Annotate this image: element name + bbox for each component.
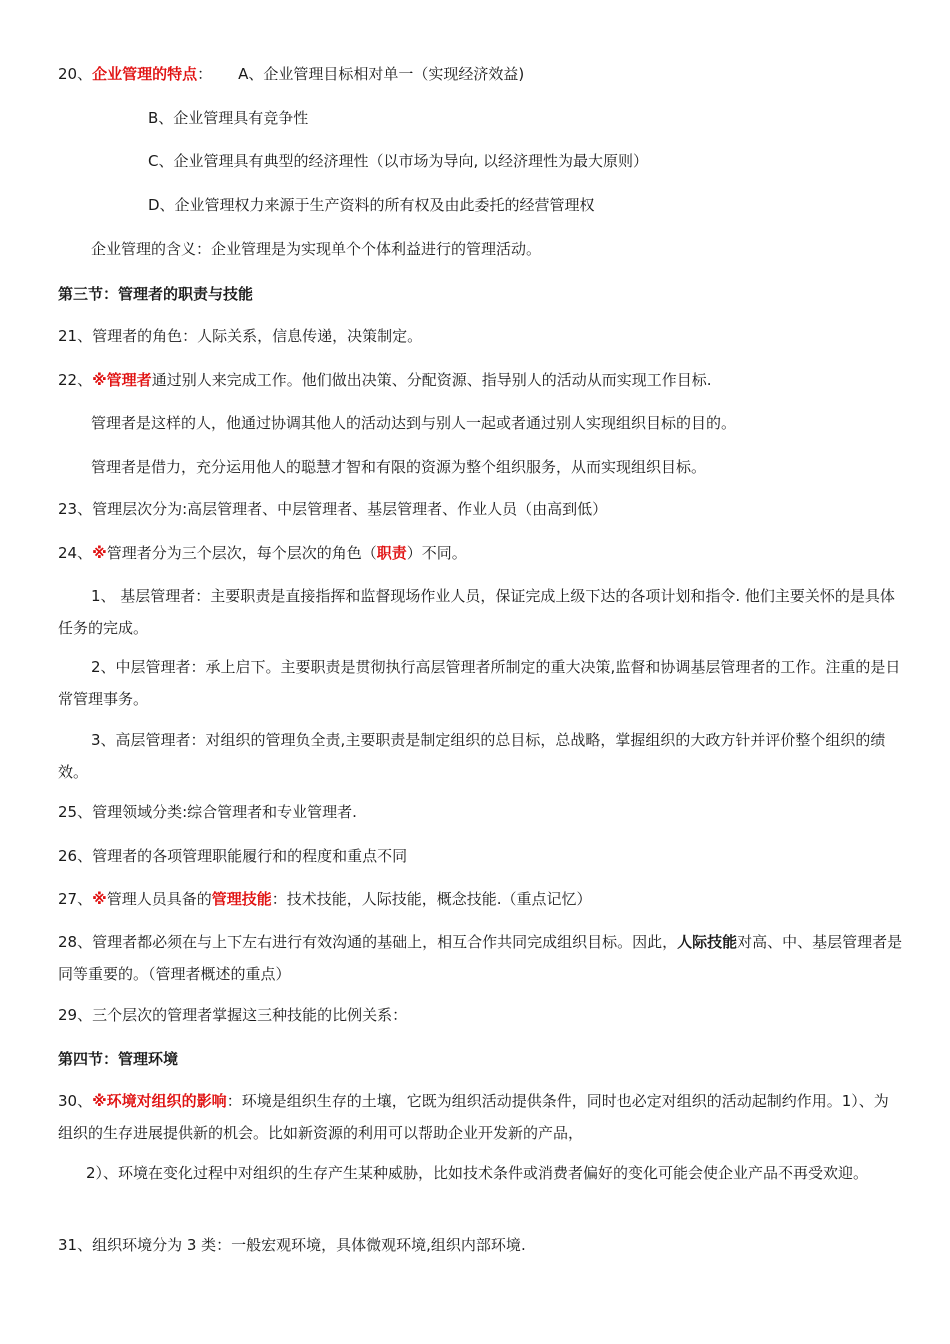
item-26: 26、管理者的各项管理职能履行和的程度和重点不同 <box>58 847 408 865</box>
section-heading-4: 第四节：管理环境 <box>58 1050 179 1068</box>
key-term: ※环境对组织的影响 <box>92 1092 227 1110</box>
item-20-meaning: 企业管理的含义：企业管理是为实现单个个体利益进行的管理活动。 <box>91 240 542 258</box>
item-31: 31、组织环境分为 3 类：一般宏观环境，具体微观环境,组织内部环境. <box>58 1236 526 1254</box>
item-30-b: 2）、环境在变化过程中对组织的生存产生某种威胁，比如技术条件或消费者偏好的变化可能会使企业产品不再受欢迎。 <box>86 1164 869 1182</box>
section-heading-3: 第三节：管理者的职责与技能 <box>58 285 254 303</box>
key-term: 企业管理的特点 <box>92 65 198 83</box>
item-27: 27、※管理人员具备的管理技能：技术技能，人际技能，概念技能.（重点记忆） <box>58 890 592 908</box>
item-24-1: 1、 基层管理者：主要职责是直接指挥和监督现场作业人员，保证完成上级下达的各项计划和指令. 他们主要关怀的是具体任务的完成。 <box>58 587 895 637</box>
item-30: 30、※环境对组织的影响：环境是组织生存的土壤，它既为组织活动提供条件，同时也必定对组织的活动起制约作用。1）、为组织的生存进展提供新的机会。比如新资源的利用可以帮助企业开发新的产品， <box>58 1092 889 1142</box>
item-21: 21、管理者的角色：人际关系，信息传递，决策制定。 <box>58 327 423 345</box>
item-22-c: 管理者是借力，充分运用他人的聪慧才智和有限的资源为整个组织服务，从而实现组织目标。 <box>91 458 707 476</box>
item-23: 23、管理层次分为:高层管理者、中层管理者、基层管理者、作业人员（由高到低） <box>58 500 608 518</box>
key-term: ※管理者 <box>92 371 152 389</box>
key-term: 职责 <box>376 544 407 562</box>
item-20-b: B、企业管理具有竞争性 <box>148 109 309 127</box>
item-24-2: 2、中层管理者：承上启下。主要职责是贯彻执行高层管理者所制定的重大决策,监督和协调基层管理者的工作。注重的是日常管理事务。 <box>58 658 901 708</box>
item-24-3: 3、高层管理者：对组织的管理负全责,主要职责是制定组织的总目标，总战略，掌握组织的大政方针并评价整个组织的绩效。 <box>58 731 886 781</box>
item-20: 20、企业管理的特点： A、企业管理目标相对单一（实现经济效益) <box>58 65 525 83</box>
item-29: 29、三个层次的管理者掌握这三种技能的比例关系： <box>58 1006 408 1024</box>
item-20-d: D、企业管理权力来源于生产资料的所有权及由此委托的经营管理权 <box>148 196 595 214</box>
item-28: 28、管理者都必须在与上下左右进行有效沟通的基础上，相互合作共同完成组织目标。因此，人际技能对高、中、基层管理者是同等重要的。（管理者概述的重点） <box>58 933 903 983</box>
key-term: 管理技能 <box>211 890 272 908</box>
item-20-c: C、企业管理具有典型的经济理性（以市场为导向, 以经济理性为最大原则） <box>148 152 649 170</box>
item-22-b: 管理者是这样的人，他通过协调其他人的活动达到与别人一起或者通过别人实现组织目标的目的。 <box>91 414 737 432</box>
key-term: 人际技能 <box>677 933 738 951</box>
item-22: 22、※管理者通过别人来完成工作。他们做出决策、分配资源、指导别人的活动从而实现工作目标. <box>58 371 712 389</box>
item-24: 24、※管理者分为三个层次，每个层次的角色（职责）不同。 <box>58 544 467 562</box>
item-25: 25、管理领域分类:综合管理者和专业管理者. <box>58 803 357 821</box>
